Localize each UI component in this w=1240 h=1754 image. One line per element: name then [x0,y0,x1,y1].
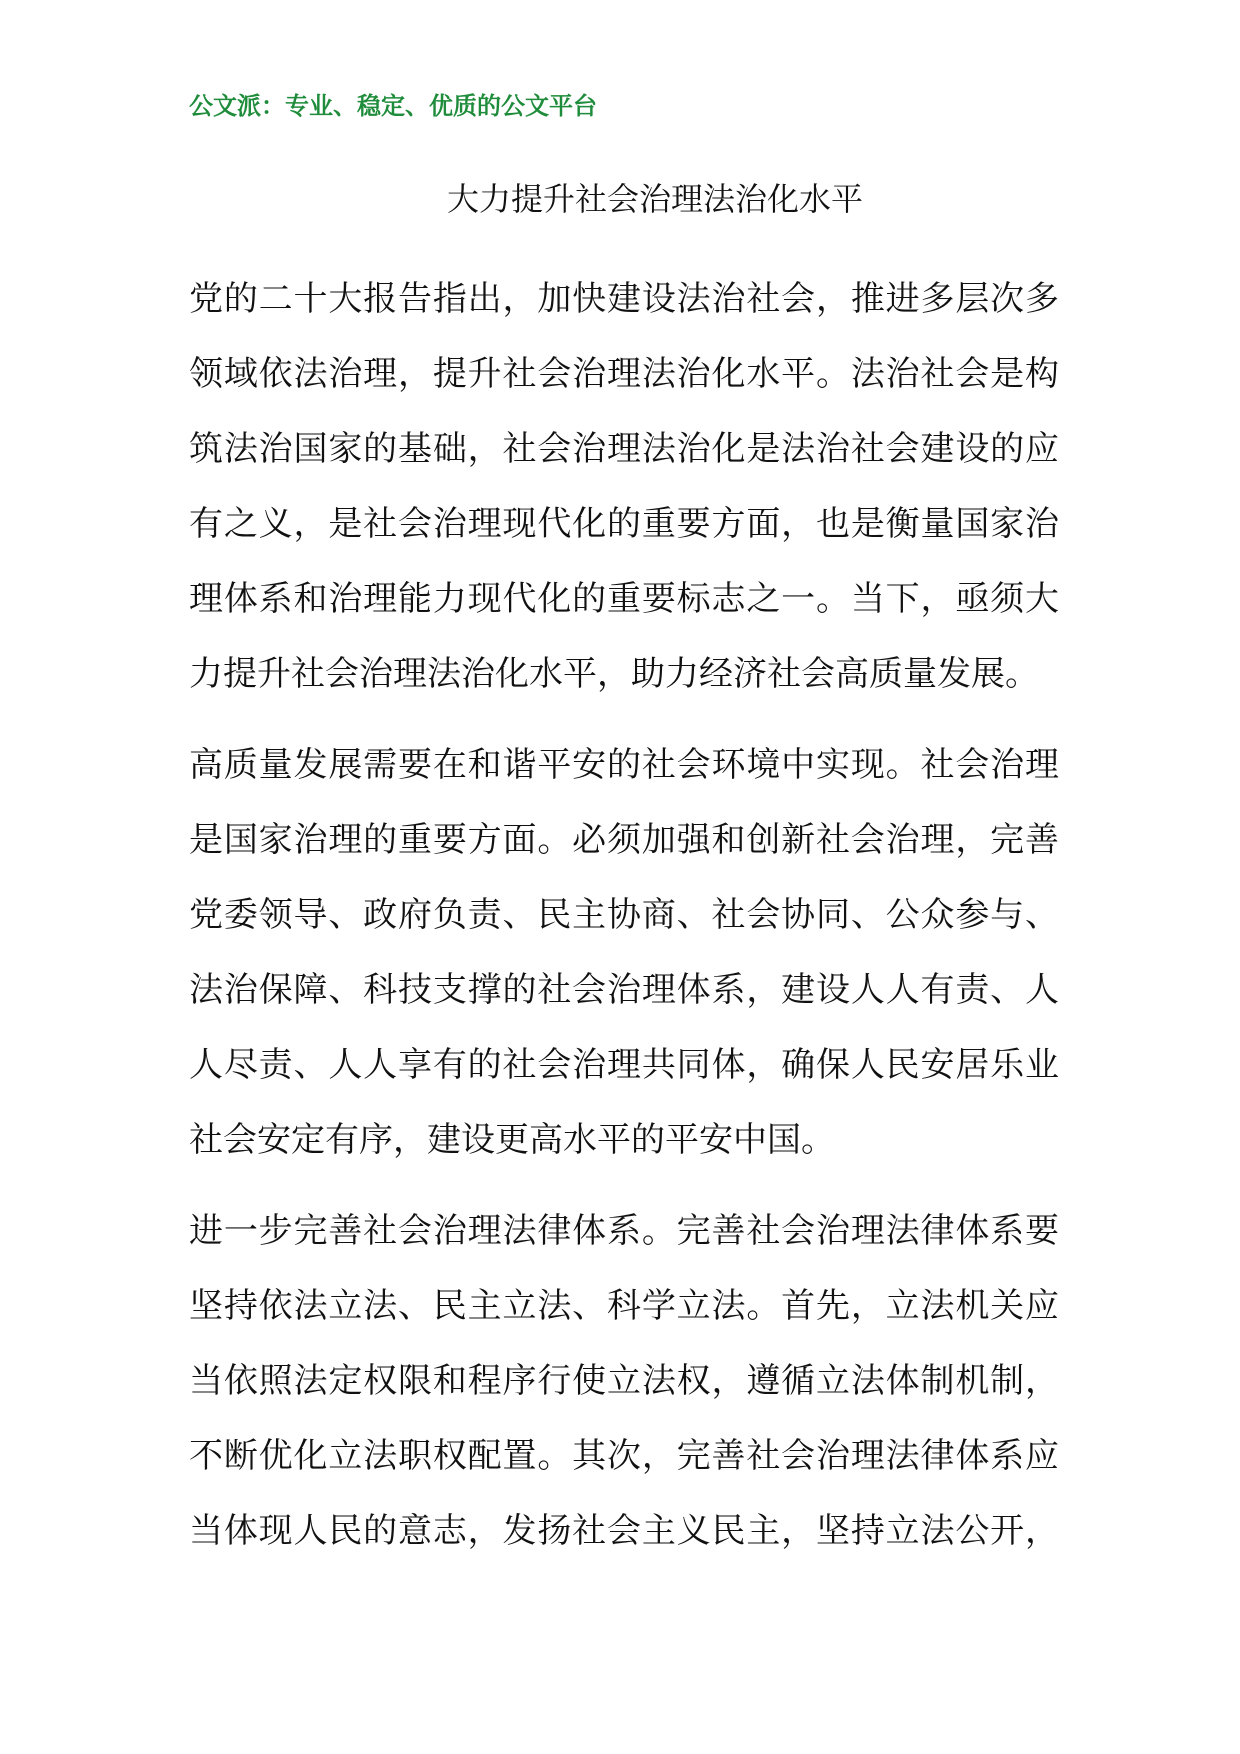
paragraph-line: 有之义，是社会治理现代化的重要方面，也是衡量国家治 [189,504,1059,544]
paragraph-1 [189,262,1059,712]
paragraph-line: 是国家治理的重要方面。必须加强和创新社会治理，完善 [189,820,1059,860]
paragraph-line: 人尽责、人人享有的社会治理共同体，确保人民安居乐业 [189,1045,1059,1085]
paragraph-line: 法治保障、科技支撑的社会治理体系，建设人人有责、人 [189,970,1059,1010]
document-title: 大力提升社会治理法治化水平 [446,180,863,218]
paragraph-line: 筑法治国家的基础，社会治理法治化是法治社会建设的应 [189,429,1059,469]
document-body [189,262,1059,1585]
paragraph-line: 社会安定有序，建设更高水平的平安中国。 [189,1120,835,1160]
paragraph-2 [189,728,1059,1178]
paragraph-line: 当依照法定权限和程序行使立法权，遵循立法体制机制， [189,1361,1059,1401]
paragraph-line: 高质量发展需要在和谐平安的社会环境中实现。社会治理 [189,745,1059,785]
paragraph-3 [189,1194,1059,1569]
paragraph-line: 进一步完善社会治理法律体系。完善社会治理法律体系要 [189,1211,1059,1251]
paragraph-line: 力提升社会治理法治化水平，助力经济社会高质量发展。 [189,654,1039,694]
paragraph-line: 理体系和治理能力现代化的重要标志之一。当下，亟须大 [189,579,1059,619]
paragraph-line: 党委领导、政府负责、民主协商、社会协同、公众参与、 [189,895,1059,935]
paragraph-line: 当体现人民的意志，发扬社会主义民主，坚持立法公开， [189,1511,1059,1551]
paragraph-line: 坚持依法立法、民主立法、科学立法。首先，立法机关应 [189,1286,1059,1326]
paragraph-line: 领域依法治理，提升社会治理法治化水平。法治社会是构 [189,354,1059,394]
paragraph-line: 党的二十大报告指出，加快建设法治社会，推进多层次多 [189,279,1059,319]
platform-header-note: 公文派：专业、稳定、优质的公文平台 [189,92,597,120]
paragraph-line: 不断优化立法职权配置。其次，完善社会治理法律体系应 [189,1436,1059,1476]
